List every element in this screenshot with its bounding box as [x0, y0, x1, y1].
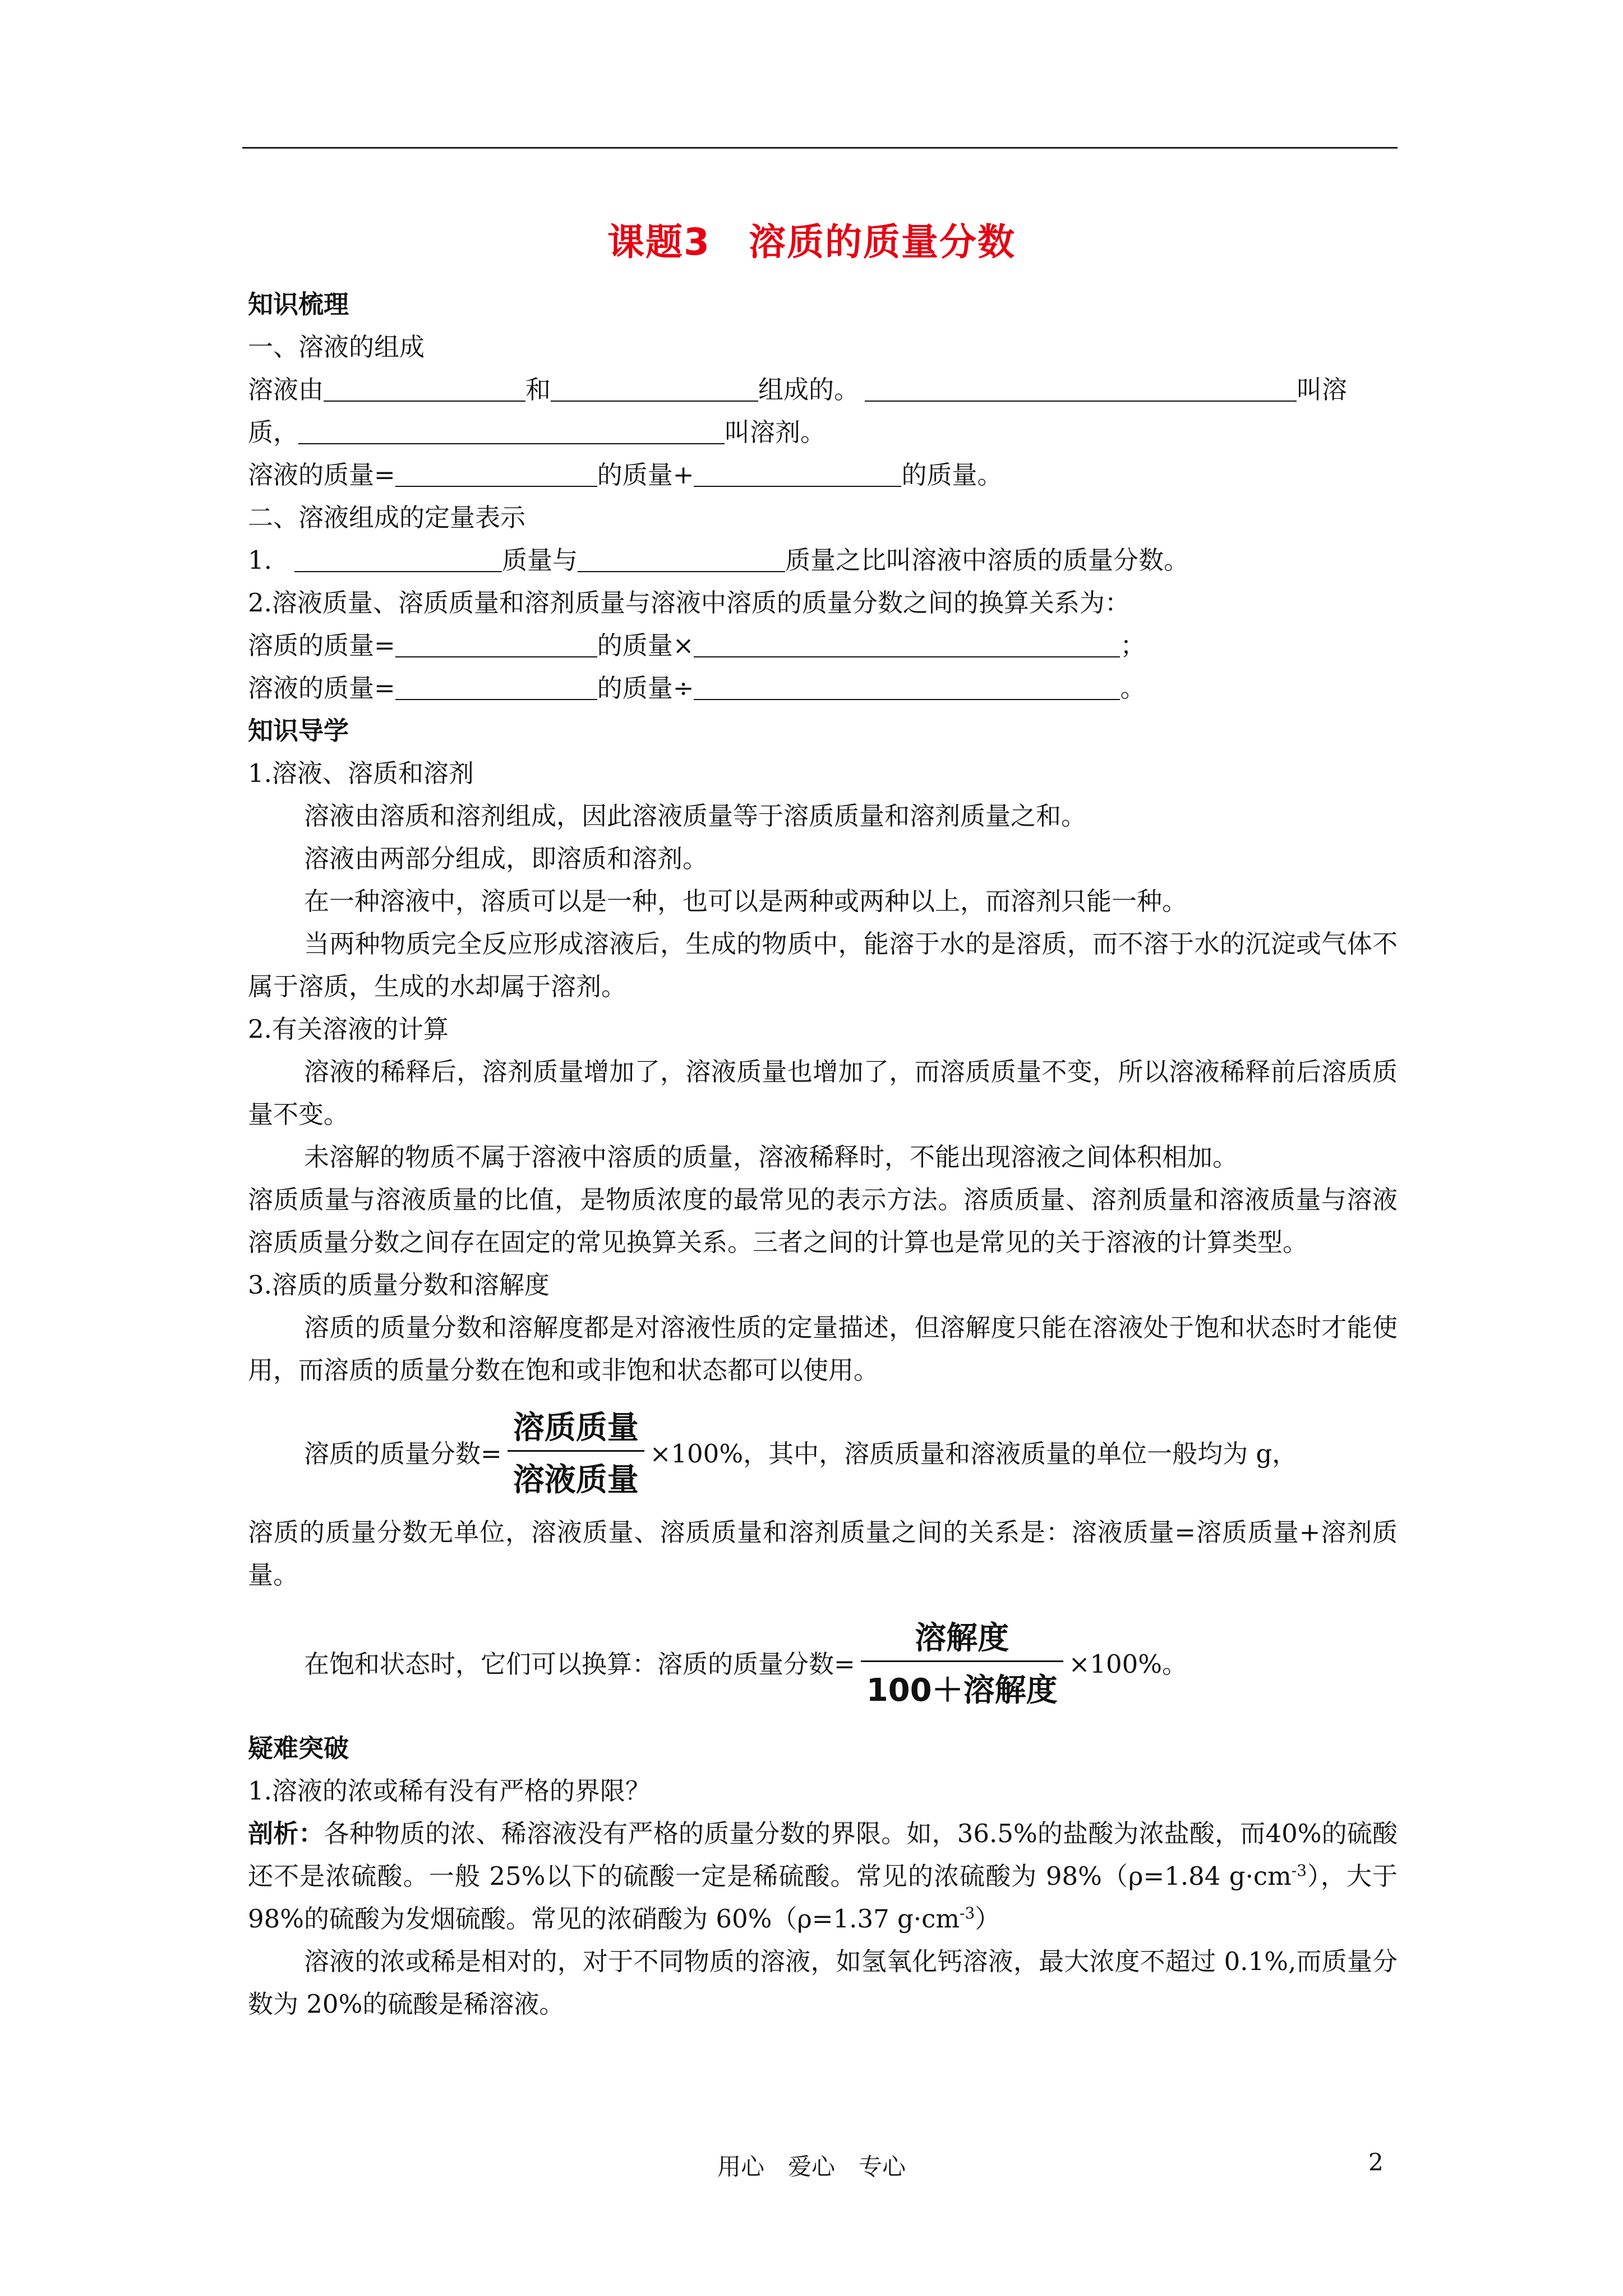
paragraph: 溶液由溶质和溶剂组成，因此溶液质量等于溶质质量和溶剂质量之和。 — [304, 801, 1087, 831]
question-1: 1.溶液的浓或稀有没有严格的界限？ — [248, 1776, 651, 1806]
text: 的质量÷ — [597, 673, 694, 703]
text: ） — [975, 1904, 1000, 1934]
text: ； — [1120, 631, 1146, 660]
formula-lead: 溶质的质量分数= — [304, 1439, 502, 1469]
blank-field[interactable] — [865, 377, 1297, 402]
fill-line-2 — [248, 411, 1398, 454]
blank-field[interactable] — [694, 633, 1120, 657]
fraction — [861, 1613, 1063, 1710]
item-title-2: 2.有关溶液的计算 — [248, 1014, 449, 1044]
formula-tail: ×100%。 — [1068, 1649, 1187, 1679]
page-number: 2 — [1368, 2148, 1384, 2176]
formula-tail: ×100%，其中，溶质质量和溶液质量的单位一般均为 g， — [649, 1439, 1298, 1469]
paragraph: 溶质的质量分数和溶解度都是对溶液性质的定量描述，但溶解度只能在溶液处于饱和状态时才能使用，而溶质的质量分数在饱和或非饱和状态都可以使用。 — [248, 1313, 1398, 1385]
paragraph: 溶液由两部分组成，即溶质和溶剂。 — [304, 844, 708, 873]
document-body — [248, 283, 1398, 2026]
formula-lead: 在饱和状态时，它们可以换算：溶质的质量分数= — [304, 1649, 855, 1679]
text: 质， — [248, 417, 299, 447]
text: 的质量。 — [901, 460, 1003, 490]
page-title: 课题3 溶质的质量分数 — [607, 220, 1016, 264]
fraction — [508, 1403, 644, 1500]
page-footer: 用心 爱心 专心 — [717, 2153, 906, 2180]
blank-field[interactable] — [694, 675, 1120, 700]
item-title-1: 1.溶液、溶质和溶剂 — [248, 758, 474, 788]
text-line-5: 2.溶液质量、溶质质量和溶剂质量与溶液中溶质的质量分数之间的换算关系为： — [248, 588, 1130, 618]
text: 质量之比叫溶液中溶质的质量分数。 — [785, 545, 1189, 575]
blank-field[interactable] — [694, 462, 901, 487]
blank-field[interactable] — [294, 547, 502, 572]
blank-field[interactable] — [324, 377, 525, 402]
mass-fraction-formula — [248, 1403, 1398, 1500]
fill-line-7 — [248, 667, 1398, 710]
subheading-composition: 一、溶液的组成 — [248, 332, 425, 362]
fill-line-1 — [248, 369, 1398, 411]
blank-field[interactable] — [395, 633, 597, 657]
paragraph: 未溶解的物质不属于溶液中溶质的质量，溶液稀释时，不能出现溶液之间体积相加。 — [304, 1142, 1238, 1172]
blank-field[interactable] — [298, 420, 725, 444]
text: 的质量+ — [597, 460, 694, 490]
paragraph: 溶液的浓或稀是相对的，对于不同物质的溶液，如氢氧化钙溶液，最大浓度不超过 0.1%,而质量分数为 20%的硫酸是稀溶液。 — [248, 1947, 1398, 2019]
text: 溶液的质量= — [248, 673, 395, 703]
paragraph: 当两种物质完全反应形成溶液后，生成的物质中，能溶于水的是溶质，而不溶于水的沉淀或气体不属于溶质，生成的水却属于溶剂。 — [248, 929, 1398, 1001]
fill-line-6 — [248, 624, 1398, 667]
text: 1. — [248, 545, 272, 575]
text: 。 — [1120, 673, 1146, 703]
blank-field[interactable] — [395, 675, 597, 700]
header-rule — [242, 147, 1398, 149]
text: ），大于 98%的硫酸为发烟硫酸。常见的浓硝酸为 60%（ρ=1.37 g·cm — [248, 1861, 1398, 1934]
paragraph: 溶质质量与溶液质量的比值，是物质浓度的最常见的表示方法。溶质质量、溶剂质量和溶液质量与溶液溶质质量分数之间存在固定的常见换算关系。三者之间的计算也是常见的关于溶液的计算类型。 — [248, 1185, 1398, 1257]
paragraph: 在一种溶液中，溶质可以是一种，也可以是两种或两种以上，而溶剂只能一种。 — [304, 886, 1188, 916]
text: 溶质的质量= — [248, 631, 395, 660]
denominator: 100＋溶解度 — [861, 1660, 1063, 1710]
denominator: 溶液质量 — [508, 1450, 644, 1500]
paragraph: 溶液的稀释后，溶剂质量增加了，溶液质量也增加了，而溶质质量不变，所以溶液稀释前后溶质质量不变。 — [248, 1057, 1398, 1129]
text: 质量与 — [501, 545, 578, 575]
text: 和 — [525, 375, 551, 404]
item-title-3: 3.溶质的质量分数和溶解度 — [248, 1270, 550, 1300]
fill-line-4 — [248, 539, 1398, 582]
fill-line-3 — [248, 454, 1398, 496]
text: 叫溶剂。 — [725, 417, 826, 447]
section-heading-guide: 知识导学 — [248, 716, 349, 746]
section-heading-knowledge: 知识梳理 — [248, 289, 349, 319]
numerator: 溶解度 — [915, 1620, 1009, 1657]
text: 组成的。 — [758, 375, 860, 404]
text: 溶液由 — [248, 375, 324, 404]
blank-field[interactable] — [578, 547, 785, 572]
superscript: -3 — [960, 1904, 975, 1922]
blank-field[interactable] — [551, 377, 758, 402]
solubility-formula — [248, 1613, 1398, 1710]
text: 的质量× — [597, 631, 694, 660]
subheading-quantitative: 二、溶液组成的定量表示 — [248, 503, 526, 532]
paragraph: 溶质的质量分数无单位，溶液质量、溶质质量和溶剂质量之间的关系是：溶液质量=溶质质量+溶剂质量。 — [248, 1517, 1398, 1590]
superscript: -3 — [1291, 1861, 1307, 1880]
analysis-label: 剖析： — [248, 1819, 324, 1848]
numerator: 溶质质量 — [513, 1410, 639, 1446]
analysis-paragraph — [248, 1812, 1398, 1940]
section-heading-difficulties: 疑难突破 — [248, 1733, 349, 1763]
text: 叫溶 — [1297, 375, 1348, 404]
text: 溶液的质量= — [248, 460, 395, 490]
blank-field[interactable] — [395, 462, 597, 487]
text: 各种物质的浓、稀溶液没有严格的质量分数的界限。如，36.5%的盐酸为浓盐酸，而40%的硫酸还不是浓硫酸。一般 25%以下的硫酸一定是稀硫酸。常见的浓硫酸为 98%（ρ=1.84 g·cm — [248, 1819, 1398, 1891]
